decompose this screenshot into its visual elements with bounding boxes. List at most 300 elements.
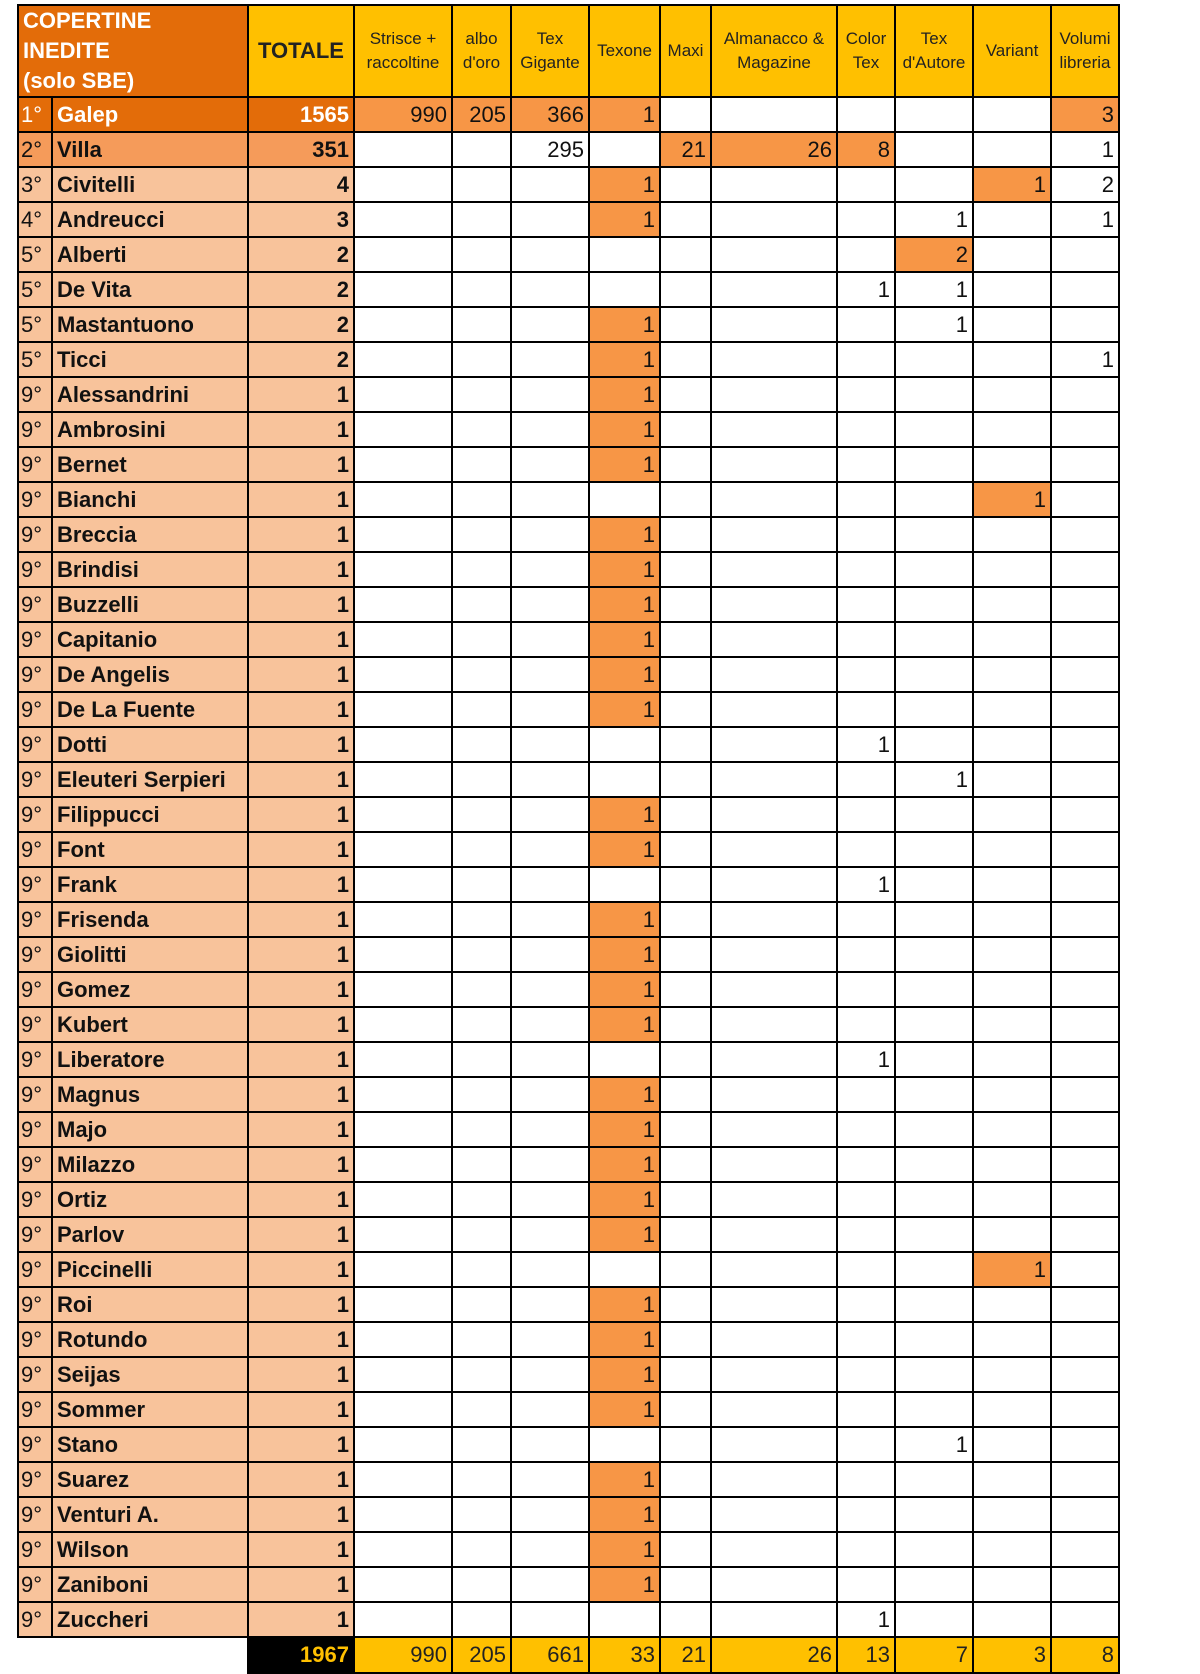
value-cell: 1: [589, 1357, 660, 1392]
rank-cell: 9°: [18, 447, 52, 482]
value-cell: [660, 832, 711, 867]
value-cell: [660, 762, 711, 797]
value-cell: [511, 517, 589, 552]
value-cell: [837, 1392, 895, 1427]
total-cell: 1: [248, 1602, 354, 1637]
column-header-line1: Color: [845, 29, 887, 48]
total-cell: 1: [248, 1077, 354, 1112]
value-cell: [354, 587, 452, 622]
artist-name-cell: Sommer: [52, 1392, 248, 1427]
value-cell: [660, 587, 711, 622]
value-cell: [589, 237, 660, 272]
total-cell: 1: [248, 1147, 354, 1182]
value-cell: [973, 1462, 1051, 1497]
value-cell: 1: [895, 272, 973, 307]
total-cell: 1: [248, 1427, 354, 1462]
column-total-cell: 33: [589, 1637, 660, 1673]
value-cell: [354, 237, 452, 272]
value-cell: [973, 1182, 1051, 1217]
table-row: [18, 237, 1119, 272]
value-cell: [973, 1427, 1051, 1462]
value-cell: [452, 447, 511, 482]
artist-name-cell: Seijas: [52, 1357, 248, 1392]
value-cell: [511, 1357, 589, 1392]
table-row: [18, 1252, 1119, 1287]
value-cell: 1: [589, 447, 660, 482]
value-cell: 1: [1051, 202, 1119, 237]
value-cell: [660, 1427, 711, 1462]
value-cell: [452, 1077, 511, 1112]
total-cell: 1: [248, 377, 354, 412]
value-cell: [452, 657, 511, 692]
value-cell: [354, 1182, 452, 1217]
total-cell: 1: [248, 1217, 354, 1252]
value-cell: [973, 1287, 1051, 1322]
value-cell: [973, 727, 1051, 762]
table-title-line2: (solo SBE): [23, 68, 135, 93]
value-cell: [452, 412, 511, 447]
value-cell: [660, 1042, 711, 1077]
value-cell: [1051, 587, 1119, 622]
value-cell: [660, 797, 711, 832]
column-header-line1: Texone: [597, 41, 652, 60]
artist-name-cell: Wilson: [52, 1532, 248, 1567]
value-cell: [1051, 1427, 1119, 1462]
value-cell: [973, 1357, 1051, 1392]
artist-name-cell: Rotundo: [52, 1322, 248, 1357]
value-cell: [452, 797, 511, 832]
value-cell: [511, 1497, 589, 1532]
value-cell: [354, 1252, 452, 1287]
value-cell: 3: [1051, 97, 1119, 132]
value-cell: [837, 1112, 895, 1147]
value-cell: [1051, 867, 1119, 902]
rank-cell: 9°: [18, 622, 52, 657]
value-cell: [711, 1042, 837, 1077]
value-cell: [837, 1182, 895, 1217]
value-cell: [1051, 237, 1119, 272]
value-cell: [973, 1007, 1051, 1042]
artist-name-cell: Kubert: [52, 1007, 248, 1042]
column-header-8: [973, 5, 1051, 97]
value-cell: [511, 202, 589, 237]
value-cell: 1: [895, 1427, 973, 1462]
value-cell: [973, 972, 1051, 1007]
value-cell: [973, 1042, 1051, 1077]
value-cell: [452, 132, 511, 167]
value-cell: [895, 552, 973, 587]
value-cell: [511, 377, 589, 412]
rank-cell: 9°: [18, 377, 52, 412]
total-cell: 1: [248, 797, 354, 832]
value-cell: [354, 1602, 452, 1637]
total-cell: 4: [248, 167, 354, 202]
artist-name-cell: Bianchi: [52, 482, 248, 517]
value-cell: [354, 132, 452, 167]
value-cell: [973, 552, 1051, 587]
value-cell: [452, 1567, 511, 1602]
value-cell: [895, 622, 973, 657]
value-cell: [660, 1357, 711, 1392]
value-cell: 1: [589, 832, 660, 867]
total-cell: 2: [248, 307, 354, 342]
value-cell: [973, 97, 1051, 132]
table-row: [18, 972, 1119, 1007]
value-cell: [354, 1147, 452, 1182]
value-cell: [837, 1532, 895, 1567]
value-cell: [452, 167, 511, 202]
value-cell: [452, 1287, 511, 1322]
value-cell: [711, 482, 837, 517]
value-cell: [895, 937, 973, 972]
table-row: [18, 167, 1119, 202]
rank-cell: 4°: [18, 202, 52, 237]
rank-cell: 9°: [18, 1217, 52, 1252]
artist-name-cell: Ambrosini: [52, 412, 248, 447]
rank-cell: 9°: [18, 937, 52, 972]
value-cell: [837, 797, 895, 832]
value-cell: [354, 342, 452, 377]
value-cell: [973, 867, 1051, 902]
value-cell: 1: [589, 1462, 660, 1497]
value-cell: [711, 902, 837, 937]
artist-name-cell: Filippucci: [52, 797, 248, 832]
total-cell: 351: [248, 132, 354, 167]
value-cell: 1: [589, 412, 660, 447]
rank-cell: 9°: [18, 727, 52, 762]
rank-cell: 9°: [18, 1602, 52, 1637]
total-cell: 1: [248, 1357, 354, 1392]
value-cell: 1: [589, 1287, 660, 1322]
table-row: [18, 797, 1119, 832]
value-cell: [711, 1077, 837, 1112]
value-cell: [354, 1077, 452, 1112]
total-cell: 1565: [248, 97, 354, 132]
value-cell: 366: [511, 97, 589, 132]
table-row: [18, 1392, 1119, 1427]
value-cell: [660, 692, 711, 727]
rank-cell: 9°: [18, 1357, 52, 1392]
artist-name-cell: Venturi A.: [52, 1497, 248, 1532]
value-cell: [589, 1252, 660, 1287]
value-cell: [973, 1322, 1051, 1357]
value-cell: 1: [895, 307, 973, 342]
value-cell: [895, 377, 973, 412]
value-cell: [711, 552, 837, 587]
value-cell: 1: [973, 482, 1051, 517]
value-cell: [452, 552, 511, 587]
value-cell: [711, 692, 837, 727]
value-cell: 1: [837, 1602, 895, 1637]
rank-cell: 9°: [18, 797, 52, 832]
rank-cell: 9°: [18, 1462, 52, 1497]
table-row: [18, 1042, 1119, 1077]
table-title-line1: COPERTINE INEDITE: [23, 8, 152, 63]
artist-name-cell: Zuccheri: [52, 1602, 248, 1637]
value-cell: [354, 1287, 452, 1322]
value-cell: 1: [1051, 342, 1119, 377]
value-cell: 1: [589, 1007, 660, 1042]
total-cell: 1: [248, 1112, 354, 1147]
value-cell: [354, 412, 452, 447]
rank-cell: 9°: [18, 1042, 52, 1077]
value-cell: [895, 1007, 973, 1042]
column-header-line1: Strisce +: [369, 29, 437, 48]
value-cell: [895, 97, 973, 132]
value-cell: [711, 622, 837, 657]
value-cell: [511, 342, 589, 377]
value-cell: [711, 1182, 837, 1217]
value-cell: [354, 1042, 452, 1077]
total-cell: 1: [248, 1182, 354, 1217]
value-cell: [354, 307, 452, 342]
value-cell: [354, 1357, 452, 1392]
table-row: [18, 657, 1119, 692]
value-cell: [1051, 937, 1119, 972]
value-cell: [973, 1532, 1051, 1567]
value-cell: [973, 517, 1051, 552]
column-total-cell: 26: [711, 1637, 837, 1673]
value-cell: [354, 517, 452, 552]
artist-name-cell: Font: [52, 832, 248, 867]
value-cell: [711, 517, 837, 552]
column-header-5: [711, 5, 837, 97]
value-cell: [1051, 517, 1119, 552]
rank-cell: 9°: [18, 1392, 52, 1427]
value-cell: [711, 937, 837, 972]
value-cell: [511, 447, 589, 482]
value-cell: 1: [973, 1252, 1051, 1287]
column-total-cell: 205: [452, 1637, 511, 1673]
value-cell: [837, 1007, 895, 1042]
value-cell: [837, 1497, 895, 1532]
value-cell: [354, 377, 452, 412]
rank-cell: 9°: [18, 1182, 52, 1217]
value-cell: [660, 1112, 711, 1147]
value-cell: [711, 1322, 837, 1357]
rank-cell: 9°: [18, 412, 52, 447]
value-cell: [837, 1357, 895, 1392]
value-cell: [511, 1287, 589, 1322]
value-cell: [354, 867, 452, 902]
table-row: [18, 622, 1119, 657]
artist-name-cell: Stano: [52, 1427, 248, 1462]
artist-name-cell: Civitelli: [52, 167, 248, 202]
artist-name-cell: De Vita: [52, 272, 248, 307]
value-cell: [973, 1567, 1051, 1602]
value-cell: [1051, 1042, 1119, 1077]
value-cell: [1051, 1287, 1119, 1322]
value-cell: [511, 762, 589, 797]
table-row: [18, 1427, 1119, 1462]
value-cell: [837, 1567, 895, 1602]
value-cell: [837, 937, 895, 972]
column-header-line2: Gigante: [520, 53, 580, 72]
artist-name-cell: Breccia: [52, 517, 248, 552]
value-cell: [660, 1602, 711, 1637]
value-cell: [452, 1322, 511, 1357]
value-cell: [711, 1287, 837, 1322]
artist-name-cell: Roi: [52, 1287, 248, 1322]
value-cell: [660, 1322, 711, 1357]
value-cell: [711, 447, 837, 482]
artist-name-cell: De La Fuente: [52, 692, 248, 727]
total-cell: 3: [248, 202, 354, 237]
value-cell: [354, 797, 452, 832]
value-cell: [895, 797, 973, 832]
value-cell: [1051, 1497, 1119, 1532]
total-cell: 1: [248, 1497, 354, 1532]
total-cell: 1: [248, 587, 354, 622]
column-header-line2: d'oro: [462, 53, 501, 72]
value-cell: [711, 797, 837, 832]
value-cell: 1: [589, 97, 660, 132]
rank-cell: 9°: [18, 832, 52, 867]
table-row: [18, 1217, 1119, 1252]
total-cell: 1: [248, 447, 354, 482]
value-cell: [660, 1287, 711, 1322]
value-cell: [973, 237, 1051, 272]
artist-name-cell: Capitanio: [52, 622, 248, 657]
column-header-line2: d'Autore: [902, 53, 966, 72]
value-cell: [837, 167, 895, 202]
value-cell: [895, 587, 973, 622]
value-cell: [452, 1427, 511, 1462]
artist-name-cell: Bernet: [52, 447, 248, 482]
value-cell: [895, 1252, 973, 1287]
rank-cell: 9°: [18, 1287, 52, 1322]
table-row: [18, 412, 1119, 447]
value-cell: [660, 867, 711, 902]
value-cell: [452, 727, 511, 762]
value-cell: [511, 167, 589, 202]
rank-cell: 9°: [18, 867, 52, 902]
value-cell: [837, 237, 895, 272]
value-cell: 2: [895, 237, 973, 272]
value-cell: [511, 1112, 589, 1147]
value-cell: [511, 1462, 589, 1497]
value-cell: [1051, 447, 1119, 482]
value-cell: [1051, 1077, 1119, 1112]
value-cell: [837, 307, 895, 342]
rank-cell: 9°: [18, 1112, 52, 1147]
artist-name-cell: Ticci: [52, 342, 248, 377]
value-cell: [895, 1462, 973, 1497]
total-cell: 1: [248, 517, 354, 552]
value-cell: [1051, 657, 1119, 692]
value-cell: [895, 482, 973, 517]
value-cell: [660, 552, 711, 587]
value-cell: [452, 1252, 511, 1287]
table-row: [18, 1497, 1119, 1532]
value-cell: [1051, 1217, 1119, 1252]
value-cell: [452, 1462, 511, 1497]
value-cell: [452, 1602, 511, 1637]
value-cell: [1051, 622, 1119, 657]
value-cell: [837, 902, 895, 937]
value-cell: 1: [589, 1077, 660, 1112]
rank-cell: 5°: [18, 342, 52, 377]
value-cell: [511, 1567, 589, 1602]
value-cell: [511, 1147, 589, 1182]
value-cell: [895, 832, 973, 867]
value-cell: [452, 517, 511, 552]
value-cell: [511, 1007, 589, 1042]
value-cell: [511, 1077, 589, 1112]
value-cell: [589, 867, 660, 902]
value-cell: [711, 412, 837, 447]
value-cell: [660, 307, 711, 342]
column-header-line2: Tex: [852, 53, 880, 72]
table-row: [18, 377, 1119, 412]
value-cell: [452, 482, 511, 517]
column-total-cell: 13: [837, 1637, 895, 1673]
value-cell: [660, 902, 711, 937]
value-cell: [711, 832, 837, 867]
value-cell: [837, 692, 895, 727]
column-header-line2: raccoltine: [366, 53, 440, 72]
value-cell: [1051, 1392, 1119, 1427]
value-cell: [1051, 1182, 1119, 1217]
value-cell: [711, 1357, 837, 1392]
column-header-1: [452, 5, 511, 97]
table-row: [18, 447, 1119, 482]
value-cell: [660, 517, 711, 552]
value-cell: [711, 972, 837, 1007]
value-cell: [354, 902, 452, 937]
value-cell: [837, 517, 895, 552]
value-cell: [711, 762, 837, 797]
value-cell: 2: [1051, 167, 1119, 202]
value-cell: [973, 1077, 1051, 1112]
value-cell: [354, 972, 452, 1007]
value-cell: [973, 1497, 1051, 1532]
column-header-line1: Volumi: [1059, 29, 1111, 48]
total-cell: 1: [248, 657, 354, 692]
value-cell: [452, 1497, 511, 1532]
value-cell: [1051, 1147, 1119, 1182]
value-cell: 1: [589, 622, 660, 657]
value-cell: [837, 1322, 895, 1357]
value-cell: [660, 622, 711, 657]
value-cell: [589, 1602, 660, 1637]
value-cell: [895, 1392, 973, 1427]
artist-name-cell: Villa: [52, 132, 248, 167]
value-cell: [973, 1147, 1051, 1182]
value-cell: [837, 482, 895, 517]
value-cell: [711, 1147, 837, 1182]
value-cell: [354, 1007, 452, 1042]
value-cell: [660, 937, 711, 972]
value-cell: [511, 1217, 589, 1252]
artist-name-cell: Liberatore: [52, 1042, 248, 1077]
value-cell: 1: [589, 902, 660, 937]
value-cell: 295: [511, 132, 589, 167]
value-cell: [511, 1532, 589, 1567]
rank-cell: 2°: [18, 132, 52, 167]
value-cell: [660, 482, 711, 517]
value-cell: 1: [837, 727, 895, 762]
rank-cell: 9°: [18, 1007, 52, 1042]
value-cell: [711, 202, 837, 237]
value-cell: [1051, 1007, 1119, 1042]
value-cell: [973, 1217, 1051, 1252]
value-cell: [711, 377, 837, 412]
value-cell: 1: [837, 867, 895, 902]
total-cell: 1: [248, 762, 354, 797]
value-cell: [837, 412, 895, 447]
value-cell: [452, 1532, 511, 1567]
